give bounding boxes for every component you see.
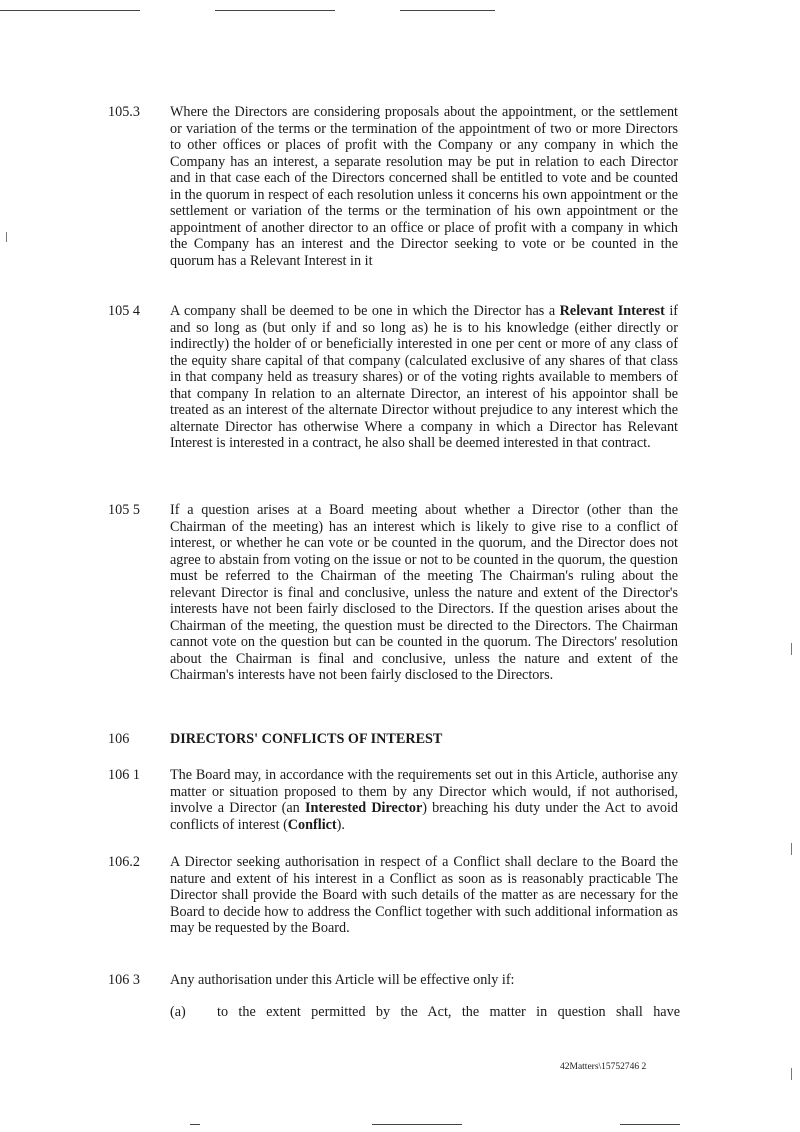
- clause-105-4: [108, 303, 678, 452]
- clause-106-1: [108, 767, 678, 833]
- scan-mark: [791, 843, 792, 855]
- scan-line: [190, 1124, 200, 1125]
- scan-line: [0, 10, 140, 11]
- scan-line: [620, 1124, 680, 1125]
- clause-number: 106.2: [108, 854, 140, 870]
- section-heading-106: [108, 731, 678, 748]
- clause-text: The Board may, in accordance with the requirements set out in this Article, authorise any matter or situation proposed to them by any Director which would, if not authorised, involve a Director (an Interested Director) breaching his duty under the Act to avoid conflicts of interest (Conflict).: [170, 767, 678, 833]
- clause-number: 106 3: [108, 972, 140, 988]
- scan-mark: [791, 1068, 792, 1080]
- clause-106-2: [108, 854, 678, 937]
- clause-number: 105 5: [108, 502, 140, 518]
- defined-term-interested-director: Interested Director: [304, 800, 423, 816]
- section-number: 106: [108, 731, 130, 747]
- sub-clause-label: (a): [170, 1004, 186, 1020]
- clause-number: 105 4: [108, 303, 140, 319]
- scan-mark: [6, 232, 7, 242]
- clause-105-3: [108, 104, 678, 269]
- scan-line: [400, 10, 495, 11]
- clause-text: Where the Directors are considering proposals about the appointment, or the settlement or variation of the terms or the termination of the appointment of two or more Directors to other offices or places of profit with the Company or any company in which the Company has an interest, a separate resolution may be put in relation to each Director and in that case each of the Directors concerned shall be entitled to vote and be counted in the quorum in respect of each resolution unless it concerns his own appointment or the settlement or variation of the terms or the termination of his own appointment or the appointment of another director to an office or place of profit with a company in which the Company has an interest and the Director seeking to vote or be counted in the quorum has a Relevant Interest in it: [170, 104, 678, 269]
- scan-line: [215, 10, 335, 11]
- scan-mark: [791, 643, 792, 655]
- clause-106-3-a: [170, 1004, 680, 1021]
- document-reference: 42Matters\15752746 2: [560, 1062, 647, 1072]
- defined-term-conflict: Conflict: [287, 816, 337, 833]
- clause-number: 106 1: [108, 767, 140, 783]
- clause-number: 105.3: [108, 104, 140, 120]
- sub-clause-text: to the extent permitted by the Act, the matter in question shall have: [217, 1004, 680, 1020]
- clause-text: If a question arises at a Board meeting about whether a Director (other than the Chairman of the meeting) has an interest which is likely to give rise to a conflict of interest, or whether he can vote or be counted in the quorum, and the Director does not agree to abstain from voting on the issue or not to be counted in the quorum, the question must be referred to the Chairman of the meeting The Chairman's ruling about the relevant Director is final and conclusive, unless the nature and extent of the Director's interests have not been fairly disclosed to the Directors. If the question arises about the Chairman of the meeting, the question must be directed to the Directors. The Chairman cannot vote on the question but can be counted in the quorum. The Directors' resolution about the Chairman is final and conclusive, unless the nature and extent of the Chairman's interests have not been fairly disclosed to the Directors.: [170, 502, 678, 683]
- defined-term-relevant-interest: Relevant Interest: [559, 303, 665, 319]
- scan-line: [372, 1124, 462, 1125]
- section-title: DIRECTORS' CONFLICTS OF INTEREST: [170, 731, 443, 747]
- clause-text: A company shall be deemed to be one in which the Director has a Relevant Interest if and so long as (but only if and so long as) he is to his knowledge (either directly or indirectly) the holder of or beneficially interested in one per cent or more of any class of the equity share capital of that company (calculated exclusive of any shares of that class in that company held as treasury shares) or of the voting rights available to members of that company In relation to an alternate Director, an interest of his appointor shall be treated as an interest of the alternate Director without prejudice to any interest which the alternate Director has otherwise Where a company in which a Director has Relevant Interest is interested in a contract, he also shall be deemed interested in that contract.: [170, 303, 678, 451]
- clause-106-3: [108, 972, 678, 989]
- clause-105-5: [108, 502, 678, 684]
- clause-text: A Director seeking authorisation in respect of a Conflict shall declare to the Board the nature and extent of his interest in a Conflict as soon as is reasonably practicable The Director shall provide the Board with such details of the matter as are necessary for the Board to decide how to address the Conflict together with such additional information as may be requested by the Board.: [170, 854, 678, 936]
- clause-text: Any authorisation under this Article will be effective only if:: [170, 972, 515, 988]
